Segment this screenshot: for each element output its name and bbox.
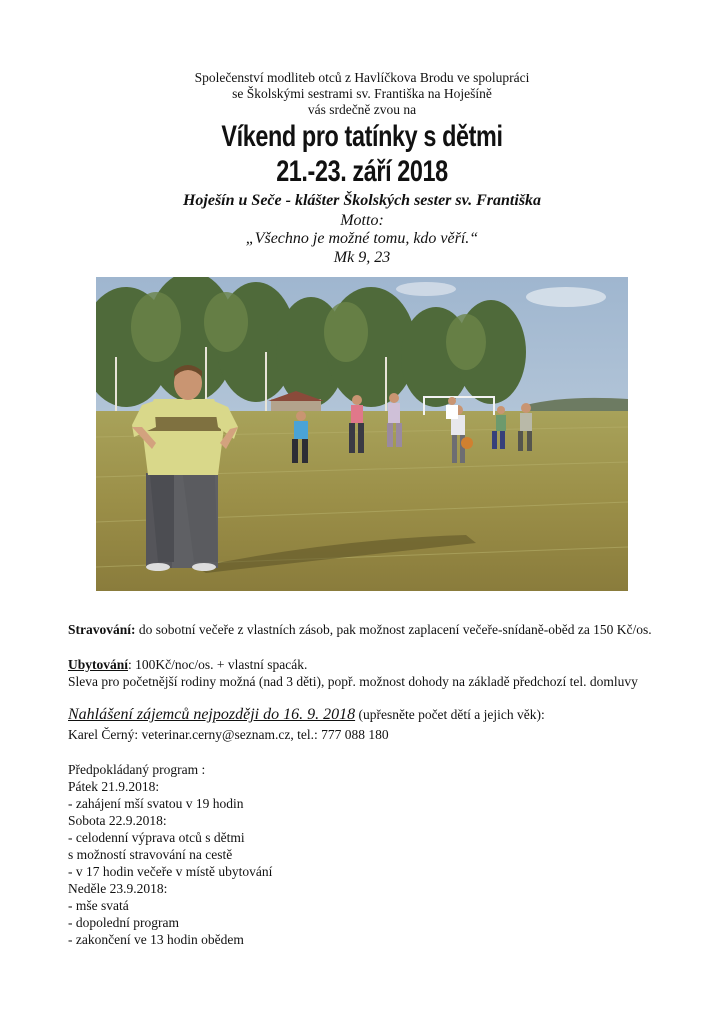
event-title: Víkend pro tatínky s dětmi bbox=[221, 120, 503, 153]
registration-info bbox=[68, 706, 668, 724]
meals-text: do sobotní večeře z vlastních zásob, pak možnost zaplacení večeře-snídaně-oběd za 150 Kč/os. bbox=[135, 622, 652, 637]
photo-illustration bbox=[96, 277, 628, 591]
intro-line-1: Společenství modliteb otců z Havlíčkova Brodu ve spolupráci bbox=[194, 70, 530, 85]
registration-label: Nahlášení zájemců nejpozději do 16. 9. 2018 bbox=[68, 706, 356, 723]
event-date: 21.-23. září 2018 bbox=[276, 155, 448, 188]
motto-reference: Mk 9, 23 bbox=[333, 249, 391, 266]
lodging-label: Ubytování bbox=[68, 657, 129, 672]
intro-line-2: se Školskými sestrami sv. Františka na Hoješíně bbox=[232, 86, 492, 101]
lodging-info bbox=[68, 656, 668, 674]
program-heading: Předpokládaný program : bbox=[68, 762, 206, 777]
program-line: Neděle 23.9.2018: bbox=[68, 881, 168, 896]
motto-label: Motto: bbox=[340, 212, 384, 229]
field-photo bbox=[96, 277, 628, 591]
motto-quote: „Všechno je možné tomu, kdo věří.“ bbox=[245, 230, 479, 247]
meals-info bbox=[68, 621, 668, 639]
program-line: - v 17 hodin večeře v místě ubytování bbox=[68, 864, 273, 879]
program-line: Pátek 21.9.2018: bbox=[68, 779, 160, 794]
program-line: - celodenní výprava otců s dětmi bbox=[68, 830, 245, 845]
discount-info: Sleva pro početnější rodiny možná (nad 3 děti), popř. možnost dohody na základě předchozí tel. domluvy bbox=[68, 674, 638, 689]
program-line: - mše svatá bbox=[68, 898, 129, 913]
event-location: Hoješín u Seče - klášter Školských sester sv. Františka bbox=[182, 192, 542, 209]
intro-line-3: vás srdečně zvou na bbox=[307, 102, 417, 117]
contact-info: Karel Černý: veterinar.cerny@seznam.cz, tel.: 777 088 180 bbox=[68, 727, 389, 742]
program-line: - dopolední program bbox=[68, 915, 179, 930]
program-line: - zakončení ve 13 hodin obědem bbox=[68, 932, 244, 947]
meals-label: Stravování: bbox=[68, 622, 136, 637]
program-line: Sobota 22.9.2018: bbox=[68, 813, 167, 828]
program-line: - zahájení mší svatou v 19 hodin bbox=[68, 796, 244, 811]
program-line: s možností stravování na cestě bbox=[68, 847, 233, 862]
lodging-text: : 100Kč/noc/os. + vlastní spacák. bbox=[128, 657, 308, 672]
registration-note: (upřesněte počet dětí a jejich věk): bbox=[355, 707, 545, 722]
